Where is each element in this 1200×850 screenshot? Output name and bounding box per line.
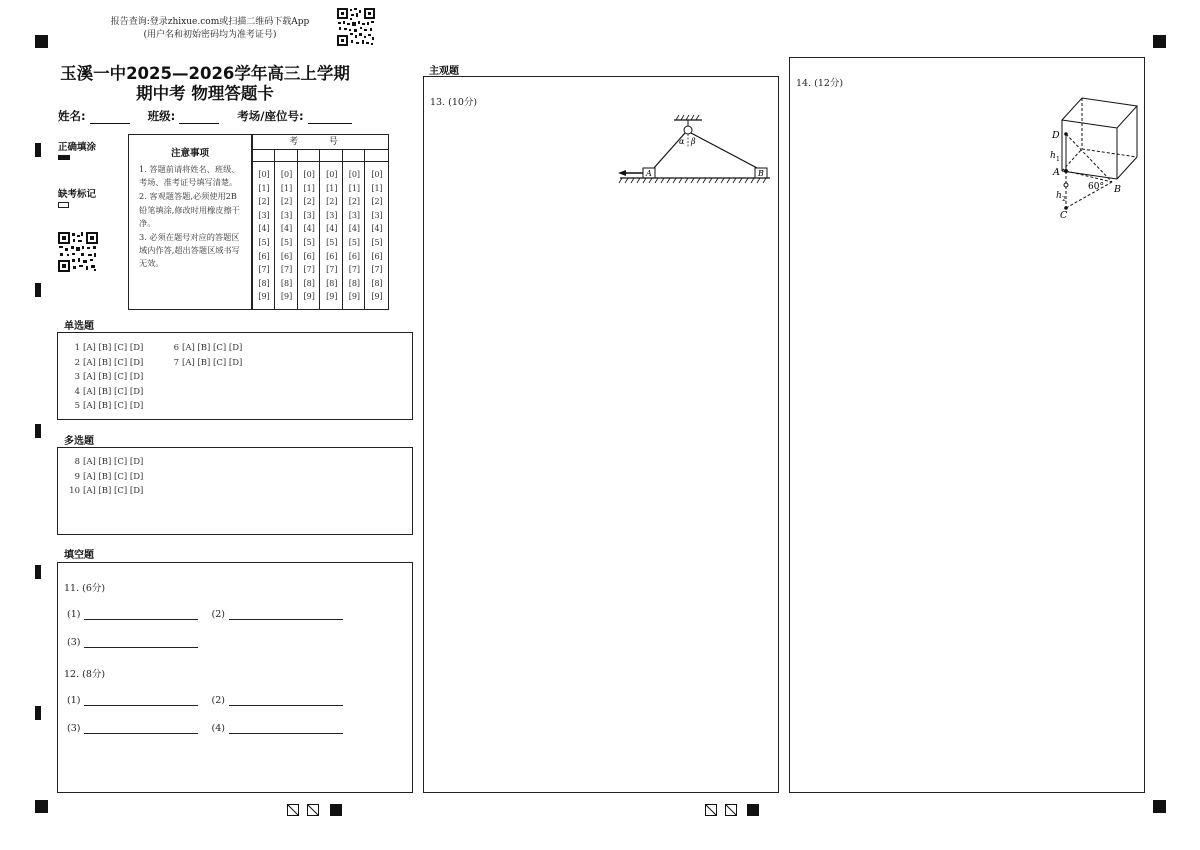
corner-mark-bottom-left bbox=[35, 800, 48, 813]
multi-choice-row bbox=[66, 484, 143, 499]
single-choice-number: 5 bbox=[74, 401, 80, 411]
fill-blank-label: 填空题 bbox=[64, 550, 94, 561]
single-choice-options[interactable]: [A] [B] [C] [D] bbox=[83, 372, 144, 382]
fill-blank-box bbox=[57, 562, 413, 793]
exam-id-bubble[interactable]: [5] bbox=[303, 238, 315, 247]
exam-id-bubble[interactable]: [4] bbox=[280, 224, 293, 234]
exam-id-bubble[interactable]: [6] bbox=[326, 251, 338, 261]
exam-id-bubble[interactable]: [5] bbox=[258, 238, 270, 247]
q11-row-1 bbox=[67, 609, 353, 620]
exam-id-bubble[interactable]: [8] bbox=[280, 278, 293, 288]
corner-mark-bottom-right bbox=[1153, 800, 1166, 813]
q11-blank-1[interactable] bbox=[84, 609, 198, 620]
q11-row-2 bbox=[67, 637, 208, 648]
q12-row-1 bbox=[67, 695, 353, 706]
exam-id-bubble[interactable]: [0] bbox=[280, 170, 293, 179]
q13-title: 13. (10分) bbox=[430, 97, 478, 108]
exam-id-bubble[interactable]: [7] bbox=[326, 265, 338, 275]
subjective-label: 主观题 bbox=[429, 66, 459, 77]
notice-item-2: 2. 客观题答题,必须使用2B铅笔填涂,修改时用橡皮擦干净。 bbox=[139, 191, 240, 228]
report-query-note bbox=[100, 16, 320, 42]
single-choice-number: 6 bbox=[173, 343, 179, 353]
exam-id-header: 考 号 bbox=[253, 135, 388, 150]
corner-mark-top-right bbox=[1153, 35, 1166, 48]
footer-mark bbox=[307, 804, 319, 816]
name-field[interactable] bbox=[90, 111, 130, 124]
exam-id-bubble[interactable]: [8] bbox=[326, 278, 338, 288]
exam-id-bubble[interactable]: [3] bbox=[371, 210, 383, 220]
exam-id-bubble[interactable]: [4] bbox=[326, 224, 338, 234]
student-info-fields bbox=[58, 108, 366, 124]
exam-id-bubble[interactable]: [5] bbox=[280, 238, 293, 247]
q13-alpha-label: α bbox=[679, 137, 685, 146]
q11-title: 11. (6分) bbox=[64, 583, 106, 594]
single-choice-options[interactable]: [A] [B] [C] [D] bbox=[83, 386, 144, 397]
qr-code-left bbox=[57, 231, 99, 273]
exam-id-column bbox=[366, 149, 388, 309]
multi-choice-options[interactable]: [A] [B] [C] [D] bbox=[83, 457, 144, 467]
exam-id-bubble[interactable]: [1] bbox=[258, 183, 270, 193]
q12-blank-3-label: (3) bbox=[67, 723, 81, 734]
footer-mark bbox=[705, 804, 717, 816]
q14-point-c-label: C bbox=[1060, 210, 1068, 221]
exam-id-bubble[interactable]: [7] bbox=[348, 265, 361, 275]
q11-blank-2[interactable] bbox=[229, 609, 343, 620]
exam-id-bubble[interactable]: [3] bbox=[280, 210, 293, 220]
q14-figure bbox=[1042, 92, 1146, 222]
name-label: 姓名: bbox=[58, 109, 86, 123]
absent-mark-label: 缺考标记 bbox=[58, 189, 97, 200]
single-choice-row bbox=[66, 385, 143, 400]
exam-id-bubble[interactable]: [5] bbox=[371, 238, 383, 247]
report-query-line2: (用户名和初始密码均为准考证号) bbox=[143, 30, 277, 40]
q11-blank-1-label: (1) bbox=[67, 609, 81, 620]
correct-fill-sample bbox=[58, 155, 70, 160]
exam-id-bubble[interactable]: [3] bbox=[348, 210, 361, 220]
notice-title: 注意事项 bbox=[170, 148, 209, 159]
timing-mark bbox=[35, 706, 41, 720]
timing-mark bbox=[35, 424, 41, 438]
single-choice-options[interactable]: [A] [B] [C] [D] bbox=[182, 357, 243, 368]
exam-id-bubble[interactable]: [9] bbox=[348, 292, 361, 302]
exam-id-bubble[interactable]: [7] bbox=[371, 265, 383, 275]
exam-id-bubble[interactable]: [9] bbox=[326, 292, 338, 302]
footer-mark bbox=[330, 804, 342, 816]
notice-item-3: 3. 必须在题号对应的答题区域内作答,超出答题区域书写无效。 bbox=[139, 232, 240, 269]
single-choice-row bbox=[165, 341, 242, 356]
exam-id-bubble[interactable]: [0] bbox=[348, 170, 361, 179]
exam-id-bubble[interactable]: [2] bbox=[280, 197, 293, 207]
correct-fill-label: 正确填涂 bbox=[58, 142, 97, 153]
multi-choice-options[interactable]: [A] [B] [C] [D] bbox=[83, 486, 144, 496]
exam-id-bubble[interactable]: [2] bbox=[326, 197, 338, 207]
single-choice-label: 单选题 bbox=[64, 321, 94, 332]
exam-id-bubble[interactable]: [3] bbox=[303, 210, 315, 220]
multi-choice-options[interactable]: [A] [B] [C] [D] bbox=[83, 471, 144, 482]
multi-choice-number: 10 bbox=[69, 486, 80, 496]
exam-id-bubble[interactable]: [0] bbox=[258, 170, 270, 179]
exam-id-bubble[interactable]: [6] bbox=[280, 251, 293, 261]
timing-mark bbox=[35, 565, 41, 579]
single-choice-options[interactable]: [A] [B] [C] [D] bbox=[83, 401, 144, 411]
q12-blank-4-label: (4) bbox=[211, 723, 225, 734]
single-choice-row bbox=[66, 341, 143, 356]
q13-block-a-label: A bbox=[646, 169, 652, 178]
single-choice-row bbox=[66, 399, 143, 414]
q13-block-b-label: B bbox=[758, 169, 764, 178]
footer-mark bbox=[725, 804, 737, 816]
exam-id-bubble[interactable]: [3] bbox=[326, 210, 338, 220]
report-query-line1: 报告查询:登录zhixue.com或扫描二维码下载App bbox=[110, 17, 310, 27]
exam-id-bubble[interactable]: [1] bbox=[371, 183, 383, 193]
exam-id-bubble[interactable]: [0] bbox=[371, 170, 383, 179]
multi-choice-row bbox=[66, 470, 143, 485]
exam-title-line2: 期中考 物理答题卡 bbox=[136, 84, 274, 103]
exam-title-line1: 玉溪一中2025—2026学年高三上学期 bbox=[60, 64, 350, 83]
q14-angle-label: 60° bbox=[1088, 182, 1104, 192]
exam-id-bubble[interactable]: [5] bbox=[326, 238, 338, 247]
timing-mark bbox=[35, 143, 41, 157]
single-choice-options[interactable]: [A] [B] [C] [D] bbox=[83, 343, 144, 353]
q13-beta-label: β bbox=[691, 137, 696, 146]
single-choice-number: 1 bbox=[74, 343, 80, 353]
q12-title: 12. (8分) bbox=[64, 669, 106, 680]
exam-id-bubble[interactable]: [6] bbox=[258, 251, 270, 261]
footer-mark bbox=[287, 804, 299, 816]
q14-point-b-label: B bbox=[1114, 184, 1121, 195]
exam-id-column bbox=[343, 149, 365, 309]
single-choice-number: 2 bbox=[74, 357, 80, 368]
exam-id-bubble[interactable]: [2] bbox=[348, 197, 361, 207]
exam-id-column bbox=[298, 149, 320, 309]
q12-row-2 bbox=[67, 723, 353, 734]
exam-id-bubble[interactable]: [0] bbox=[303, 170, 315, 179]
seat-field[interactable] bbox=[308, 111, 352, 124]
q14-h2-subscript: 2 bbox=[1062, 196, 1066, 203]
exam-id-bubble[interactable]: [6] bbox=[348, 251, 361, 261]
exam-id-bubble[interactable]: [4] bbox=[258, 224, 270, 234]
timing-mark bbox=[35, 283, 41, 297]
q12-blank-1[interactable] bbox=[84, 695, 198, 706]
q12-blank-3[interactable] bbox=[84, 723, 198, 734]
corner-mark-top-left bbox=[35, 35, 48, 48]
single-choice-number: 7 bbox=[173, 357, 179, 368]
q12-blank-2[interactable] bbox=[229, 695, 343, 706]
q11-blank-2-label: (2) bbox=[211, 609, 225, 620]
q12-blank-4[interactable] bbox=[229, 723, 343, 734]
q14-h1-label: h bbox=[1050, 151, 1056, 161]
footer-mark bbox=[747, 804, 759, 816]
q13-figure bbox=[612, 112, 772, 186]
class-field[interactable] bbox=[179, 111, 219, 124]
q14-title: 14. (12分) bbox=[796, 78, 844, 89]
q14-point-d-label: D bbox=[1052, 130, 1060, 141]
single-choice-row bbox=[66, 370, 143, 385]
exam-id-bubble[interactable]: [4] bbox=[303, 224, 315, 234]
q14-point-a-label: A bbox=[1053, 167, 1060, 178]
single-choice-box bbox=[57, 332, 413, 420]
single-choice-options[interactable]: [A] [B] [C] [D] bbox=[83, 357, 144, 368]
exam-id-bubble[interactable]: [2] bbox=[371, 197, 383, 207]
exam-id-bubble[interactable]: [6] bbox=[371, 251, 383, 261]
exam-id-bubble[interactable]: [9] bbox=[280, 292, 293, 302]
multi-choice-label: 多选题 bbox=[64, 436, 94, 447]
seat-label: 考场/座位号: bbox=[237, 109, 304, 123]
multi-choice-box bbox=[57, 447, 413, 535]
exam-id-bubble[interactable]: [5] bbox=[348, 238, 361, 247]
exam-id-bubble[interactable]: [4] bbox=[348, 224, 361, 234]
exam-id-bubble[interactable]: [2] bbox=[258, 197, 270, 207]
exam-id-bubble[interactable]: [8] bbox=[303, 278, 315, 288]
notice-item-1: 1. 答题前请将姓名、班级、考场、准考证号填写清楚。 bbox=[139, 164, 240, 188]
exam-id-bubble[interactable]: [0] bbox=[326, 170, 338, 179]
exam-id-bubble[interactable]: [8] bbox=[371, 278, 383, 288]
exam-id-column bbox=[276, 149, 298, 309]
exam-id-bubble[interactable]: [2] bbox=[303, 197, 315, 207]
single-choice-row bbox=[165, 356, 242, 371]
exam-id-column bbox=[321, 149, 343, 309]
class-label: 班级: bbox=[147, 109, 176, 123]
q12-blank-2-label: (2) bbox=[211, 695, 225, 706]
exam-id-grid bbox=[252, 134, 389, 310]
q14-h1-subscript: 1 bbox=[1056, 156, 1060, 163]
exam-id-bubble[interactable]: [1] bbox=[280, 183, 293, 193]
notice-box bbox=[128, 134, 252, 310]
exam-id-column bbox=[253, 149, 275, 309]
exam-id-bubble[interactable]: [4] bbox=[371, 224, 383, 234]
exam-id-bubble[interactable]: [1] bbox=[326, 183, 338, 193]
single-choice-number: 4 bbox=[74, 386, 80, 397]
multi-choice-number: 8 bbox=[74, 457, 80, 467]
exam-id-bubble[interactable]: [8] bbox=[348, 278, 361, 288]
qr-code-top bbox=[336, 7, 376, 47]
single-choice-row bbox=[66, 356, 143, 371]
exam-id-bubble[interactable]: [1] bbox=[348, 183, 361, 193]
exam-id-bubble[interactable]: [9] bbox=[303, 292, 315, 302]
single-choice-options[interactable]: [A] [B] [C] [D] bbox=[182, 343, 243, 353]
exam-id-bubble[interactable]: [9] bbox=[258, 292, 270, 302]
exam-id-bubble[interactable]: [8] bbox=[258, 278, 270, 288]
multi-choice-row bbox=[66, 455, 143, 470]
q11-blank-3[interactable] bbox=[84, 637, 198, 648]
exam-id-bubble[interactable]: [7] bbox=[258, 265, 270, 275]
q14-h2-label: h bbox=[1056, 191, 1062, 201]
multi-choice-number: 9 bbox=[74, 471, 80, 482]
absent-mark-box[interactable] bbox=[58, 202, 69, 208]
exam-id-bubble[interactable]: [1] bbox=[303, 183, 315, 193]
exam-id-bubble[interactable]: [9] bbox=[371, 292, 383, 302]
q12-blank-1-label: (1) bbox=[67, 695, 81, 706]
q11-blank-3-label: (3) bbox=[67, 637, 81, 648]
exam-id-bubble[interactable]: [7] bbox=[280, 265, 293, 275]
exam-id-bubble[interactable]: [3] bbox=[258, 210, 270, 220]
exam-id-bubble[interactable]: [7] bbox=[303, 265, 315, 275]
exam-id-bubble[interactable]: [6] bbox=[303, 251, 315, 261]
single-choice-number: 3 bbox=[74, 372, 80, 382]
